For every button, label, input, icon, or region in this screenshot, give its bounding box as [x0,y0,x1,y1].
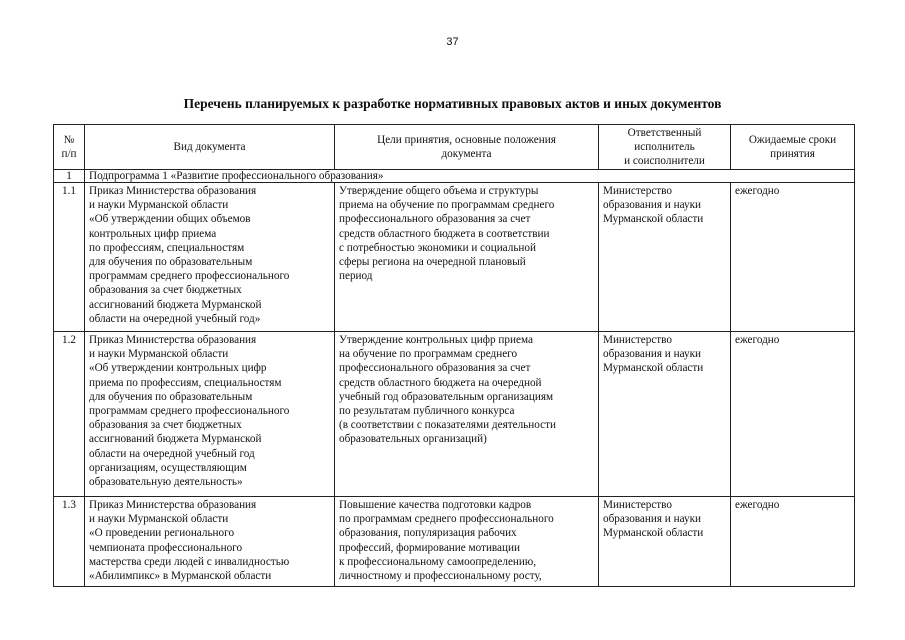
doc-type-cell-line: мастерства среди людей с инвалидностью [89,555,290,568]
goals-cell-line: профессионального образования за счет [339,213,531,226]
doc-type-cell [85,332,335,497]
responsible-cell-line: Мурманской области [603,527,704,540]
doc-type-cell [85,497,335,587]
responsible-cell [599,497,731,587]
term-cell-line: ежегодно [735,334,780,346]
header-responsible-line: исполнитель [634,140,695,153]
doc-type-cell-line: области на очередной учебный год» [89,312,261,325]
doc-type-cell-line: и науки Мурманской области [89,348,229,361]
header-goals-line: Цели принятия, основные положения [377,133,556,146]
doc-type-cell-line: для обучения по образовательным [89,256,253,269]
header-number-line: № [63,133,75,146]
goals-cell-line: средств областного бюджета на очередной [339,376,542,389]
doc-type-cell-line: чемпионата профессионального [89,541,243,554]
row-number: 1.1 [54,183,85,332]
table-row [54,183,855,332]
doc-type-cell-line: организациям, осуществляющим [89,461,247,474]
doc-type-cell-line: «Абилимпикс» в Мурманской области [89,570,272,583]
subprogram-row [54,170,855,183]
doc-type-cell-line: приема по профессиям, специальностям [89,376,282,389]
goals-cell-line: профессионального образования за счет [339,362,531,375]
header-term [731,125,855,170]
header-number [54,125,85,170]
goals-cell [335,497,599,587]
doc-type-cell-line: ассигнований бюджета Мурманской [89,298,262,311]
goals-cell-line: учебный год образовательным организациям [339,390,554,403]
responsible-cell [599,332,731,497]
goals-cell-line: период [339,270,373,283]
doc-type-cell-line: образовательную деятельность» [89,476,243,489]
goals-cell-line: на обучение по программам среднего [339,348,518,361]
doc-type-cell-line: и науки Мурманской области [89,513,229,526]
goals-cell-line: сферы региона на очередной плановый [339,256,526,269]
responsible-cell-line: образования и науки [603,348,701,361]
doc-type-cell [85,183,335,332]
header-doc-type-line: Вид документа [173,140,246,153]
header-responsible-line: и соисполнители [624,155,705,168]
term-cell-line: ежегодно [735,185,780,197]
header-term-line: принятия [770,148,815,160]
responsible-cell-line: Министерство [603,499,672,511]
table-row [54,497,855,587]
goals-cell [335,183,599,332]
term-cell-line: ежегодно [735,499,780,511]
term-cell [731,497,855,587]
doc-type-cell-line: программам среднего профессионального [89,405,290,418]
doc-type-cell-line: «О проведении регионального [89,527,235,540]
header-responsible [599,125,731,170]
subprogram-label: Подпрограмма 1 «Развитие профессионального образования» [85,170,855,183]
responsible-cell-line: Министерство [603,185,672,197]
doc-type-cell-line: «Об утверждении общих объемов [89,213,251,226]
responsible-cell-line: Мурманской области [603,362,704,375]
subprogram-number: 1 [54,170,85,183]
doc-type-cell-line: образования за счет бюджетных [89,284,242,297]
goals-cell-line: средств областного бюджета в соответствии [339,227,550,240]
doc-type-cell-line: «Об утверждении контрольных цифр [89,362,267,375]
goals-cell [335,332,599,497]
doc-type-cell-line: и науки Мурманской области [89,199,229,212]
goals-cell-line: Утверждение контрольных цифр приема [339,334,533,346]
row-number: 1.2 [54,332,85,497]
row-number: 1.3 [54,497,85,587]
goals-cell-line: профессий, формирование мотивации [339,541,520,554]
table-row [54,332,855,497]
goals-cell-line: по программам среднего профессионального [339,513,554,526]
goals-cell-line: с потребностью экономики и социальной [339,241,536,254]
responsible-cell-line: образования и науки [603,513,701,526]
header-responsible-line: Ответственный [627,126,702,139]
header-goals-line: документа [441,148,492,160]
doc-type-cell-line: Приказ Министерства образования [89,334,257,346]
goals-cell-line: приема на обучение по программам среднего [339,199,555,212]
doc-type-cell-line: области на очередной учебный год [89,447,255,460]
term-cell [731,183,855,332]
doc-type-cell-line: Приказ Министерства образования [89,185,257,197]
responsible-cell-line: образования и науки [603,199,701,212]
doc-type-cell-line: для обучения по образовательным [89,390,253,403]
goals-cell-line: Утверждение общего объема и структуры [339,185,539,197]
documents-table [53,124,855,587]
header-goals [335,125,599,170]
doc-type-cell-line: Приказ Министерства образования [89,499,257,511]
doc-type-cell-line: ассигнований бюджета Мурманской [89,433,262,446]
table-body [54,170,855,587]
goals-cell-line: по результатам публичного конкурса [339,405,515,418]
table-header-row [54,125,855,170]
page-number: 37 [446,36,459,48]
doc-type-cell-line: по профессиям, специальностям [89,241,245,254]
goals-cell-line: образовательных организаций) [339,433,487,446]
document-title: Перечень планируемых к разработке нормативных правовых актов и иных документов [183,96,722,111]
goals-cell-line: к профессиональному самоопределению, [339,555,537,568]
goals-cell-line: образования, популяризация рабочих [339,527,517,540]
responsible-cell-line: Министерство [603,334,672,346]
responsible-cell [599,183,731,332]
doc-type-cell-line: программам среднего профессионального [89,270,290,283]
header-doc-type [85,125,335,170]
doc-type-cell-line: образования за счет бюджетных [89,419,242,432]
responsible-cell-line: Мурманской области [603,213,704,226]
term-cell [731,332,855,497]
goals-cell-line: Повышение качества подготовки кадров [339,499,532,511]
doc-type-cell-line: контрольных цифр приема [89,227,217,240]
header-term-line: Ожидаемые сроки [748,133,837,146]
goals-cell-line: личностному и профессиональному росту, [339,570,542,583]
header-number-line: п/п [61,148,77,160]
goals-cell-line: (в соответствии с показателями деятельности [339,419,556,432]
